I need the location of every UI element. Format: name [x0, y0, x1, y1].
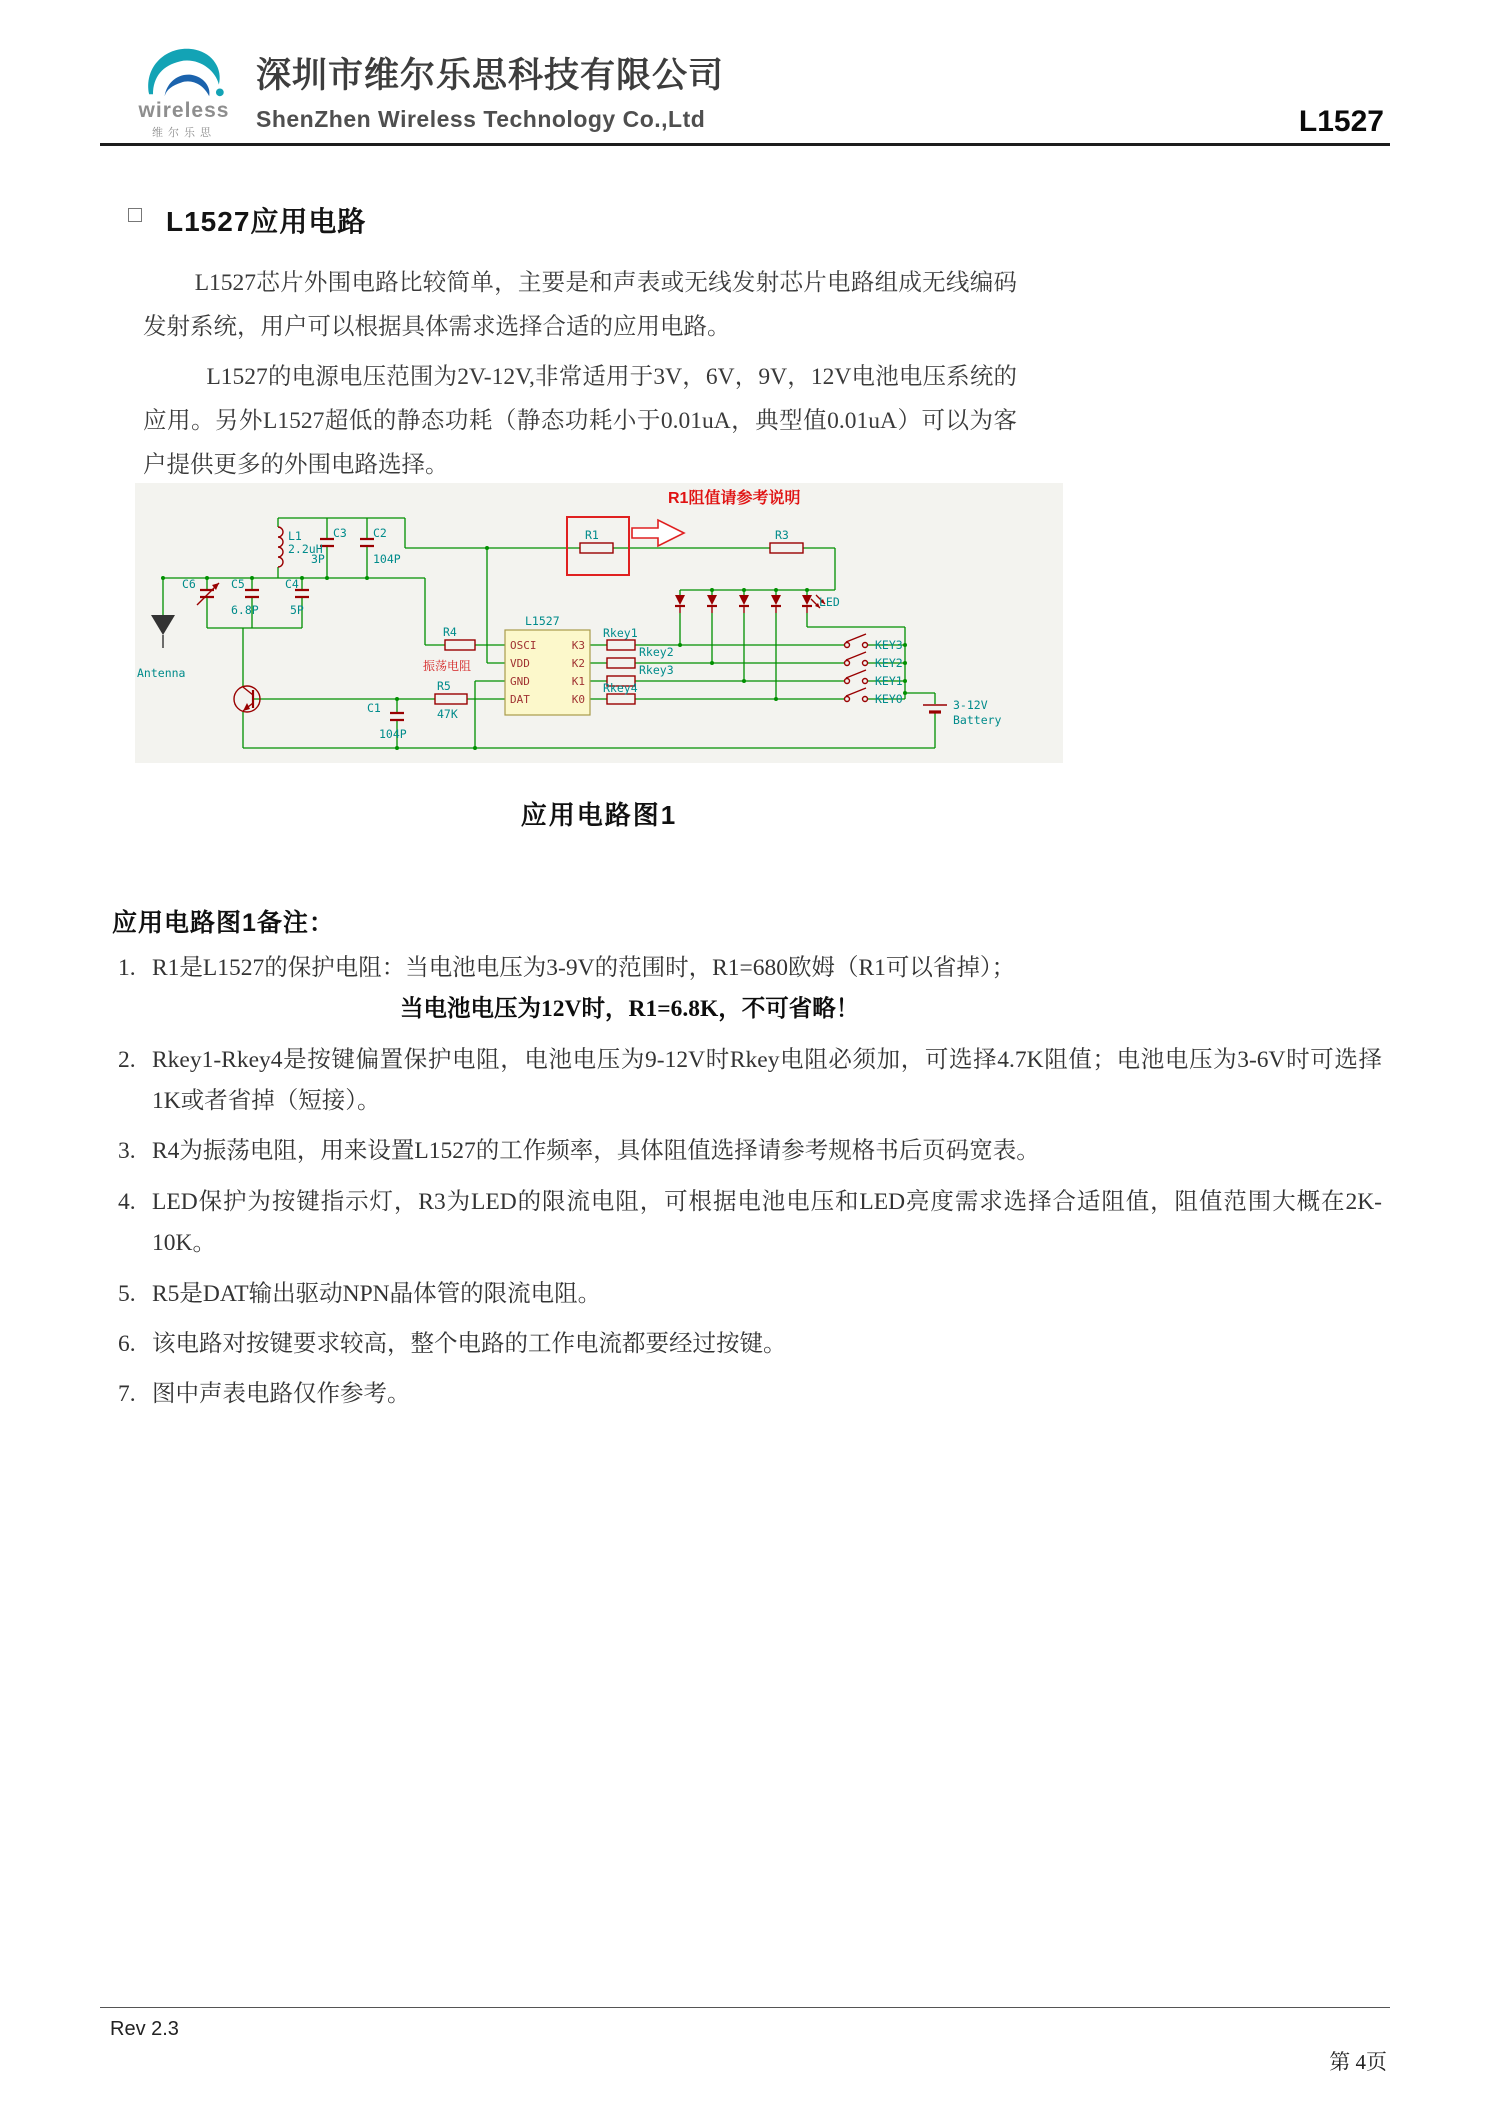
label-l1-value: 2.2uH [288, 542, 323, 556]
switch-key2 [845, 652, 868, 666]
notes-heading: 应用电路图1备注： [112, 909, 335, 937]
label-key3: KEY3 [875, 638, 903, 652]
label-r3: R3 [775, 528, 789, 542]
note-item-1 [112, 948, 1382, 1031]
label-l1: L1 [288, 529, 302, 543]
label-c1: C1 [367, 701, 381, 715]
pin-k1: K1 [571, 675, 585, 688]
wireless-logo-icon [134, 40, 234, 102]
pin-k2: K2 [571, 657, 585, 670]
resistor-rkey2 [607, 658, 635, 668]
part-number: L1527 [1298, 105, 1384, 138]
label-r4-desc: 振荡电阻 [423, 659, 472, 673]
note-item-6 [112, 1324, 1382, 1365]
page-header [100, 40, 1390, 146]
r1-highlight-box [567, 517, 629, 575]
note-number: 3. [118, 1138, 136, 1165]
label-key0: KEY0 [875, 692, 903, 706]
section-title-text: L1527应用电路 [166, 206, 367, 237]
note-item-2 [112, 1040, 1382, 1123]
switch-key0 [845, 688, 868, 702]
circuit-schematic [135, 483, 1063, 763]
label-rkey3: Rkey3 [639, 663, 674, 677]
battery-symbol [923, 705, 947, 712]
label-c5-value: 6.8P [231, 603, 259, 617]
label-r1: R1 [585, 528, 599, 542]
label-key1: KEY1 [875, 674, 903, 688]
pin-osci: OSCI [510, 639, 537, 652]
paragraph-2: L1527的电源电压范围为2V-12V,非常适用于3V，6V，9V，12V电池电压系统的应用。另外L1527超低的静态功耗（静态功耗小于0.01uA，典型值0.01uA）可以为客户提供更多的外围电路选择。 [143, 363, 1017, 478]
schematic-panel [135, 483, 1063, 763]
notes-section [112, 903, 1382, 1416]
pin-gnd: GND [510, 675, 530, 688]
note-1-bold-line: 当电池电压为12V时，R1=6.8K，不可省略！ [400, 996, 860, 1023]
pin-k0: K0 [571, 693, 585, 706]
label-battery-voltage: 3-12V [953, 698, 988, 712]
label-c6: C6 [182, 577, 196, 591]
note-text: 该电路对按键要求较高，整个电路的工作电流都要经过按键。 [152, 1330, 787, 1357]
chip-l1527 [505, 614, 590, 715]
label-c2: C2 [373, 526, 387, 540]
footer-divider [100, 2007, 1390, 2008]
pin-k3: K3 [571, 639, 585, 652]
label-r5-value: 47K [437, 707, 458, 721]
label-c4-value: 5P [290, 603, 304, 617]
note-item-7 [112, 1374, 1382, 1415]
switch-key3 [845, 634, 868, 648]
capacitor-c6-variable [197, 583, 219, 605]
red-arrow-icon [632, 520, 684, 546]
chip-title: L1527 [525, 614, 560, 628]
note-number: 5. [118, 1280, 136, 1307]
footer-revision: Rev 2.3 [110, 2018, 179, 2040]
checkbox-bullet-icon [128, 208, 142, 222]
label-c5: C5 [231, 577, 245, 591]
section-title [128, 200, 366, 240]
label-rkey1: Rkey1 [603, 626, 638, 640]
label-rkey4: Rkey4 [603, 681, 638, 695]
antenna-symbol [151, 615, 175, 648]
note-number: 2. [118, 1046, 136, 1073]
r1-note-text: R1阻值请参考说明 [668, 490, 801, 507]
note-item-5 [112, 1274, 1382, 1315]
label-antenna: Antenna [137, 666, 186, 680]
resistor-r4 [445, 640, 475, 650]
resistor-r1 [580, 543, 613, 553]
switch-key1 [845, 670, 868, 684]
logo-wordmark: wireless [138, 99, 230, 122]
resistor-r5 [435, 694, 467, 704]
resistor-rkey1 [607, 640, 635, 650]
resistor-rkey4 [607, 694, 635, 704]
company-name-cn: 深圳市维尔乐思科技有限公司 [256, 56, 725, 95]
capacitor-c4 [295, 590, 309, 597]
note-text: LED保护为按键指示灯，R3为LED的限流电阻，可根据电池电压和LED亮度需求选择合适阻值，阻值范围大概在2K-10K。 [152, 1188, 1382, 1257]
note-item-4 [112, 1182, 1382, 1265]
footer-page-number: 第 4页 [1329, 2050, 1387, 2074]
note-text: R5是DAT输出驱动NPN晶体管的限流电阻。 [152, 1280, 602, 1307]
company-logo [126, 40, 242, 140]
capacitor-c2 [360, 539, 374, 546]
label-r4: R4 [443, 625, 457, 639]
note-item-3 [112, 1131, 1382, 1172]
inductor-l1 [278, 527, 283, 567]
pin-vdd: VDD [510, 657, 530, 670]
intro-paragraphs [143, 262, 1017, 488]
company-name-block [256, 40, 724, 133]
label-battery: Battery [953, 713, 1002, 727]
paragraph-1: L1527芯片外围电路比较简单，主要是和声表或无线发射芯片电路组成无线编码发射系统，用户可以根据具体需求选择合适的应用电路。 [143, 270, 1017, 340]
capacitor-c1 [390, 713, 404, 720]
note-number: 4. [118, 1188, 136, 1215]
logo-chinese-name: 维尔乐思 [152, 127, 216, 139]
label-r5: R5 [437, 679, 451, 693]
label-c1-value: 104P [379, 727, 407, 741]
label-key2: KEY2 [875, 656, 903, 670]
note-number: 7. [118, 1381, 136, 1408]
capacitor-c5 [245, 590, 259, 597]
note-text: R4为振荡电阻，用来设置L1527的工作频率，具体阻值选择请参考规格书后页码宽表。 [152, 1138, 1040, 1165]
label-c3: C3 [333, 526, 347, 540]
label-c4: C4 [285, 577, 299, 591]
note-text [152, 948, 1382, 1031]
label-rkey2: Rkey2 [639, 645, 674, 659]
note-text: Rkey1-Rkey4是按键偏置保护电阻，电池电压为9-12V时Rkey电阻必须加，可选择4.7K阻值；电池电压为3-6V时可选择1K或者省掉（短接）。 [152, 1046, 1382, 1115]
label-c2-value: 104P [373, 552, 401, 566]
note-text: 图中声表电路仅作参考。 [152, 1381, 411, 1408]
resistor-r3 [770, 543, 803, 553]
company-name-en: ShenZhen Wireless Technology Co.,Ltd [256, 106, 706, 132]
pin-dat: DAT [510, 693, 530, 706]
diode-row [675, 595, 781, 613]
label-c3-value: 3P [311, 552, 325, 566]
label-led: LED [819, 595, 840, 609]
figure-caption: 应用电路图1 [520, 800, 678, 830]
note-1-line: R1是L1527的保护电阻：当电池电压为3-9V的范围时，R1=680欧姆（R1可以省掉）； [152, 955, 1016, 981]
note-number: 1. [118, 955, 136, 981]
note-number: 6. [118, 1330, 136, 1357]
